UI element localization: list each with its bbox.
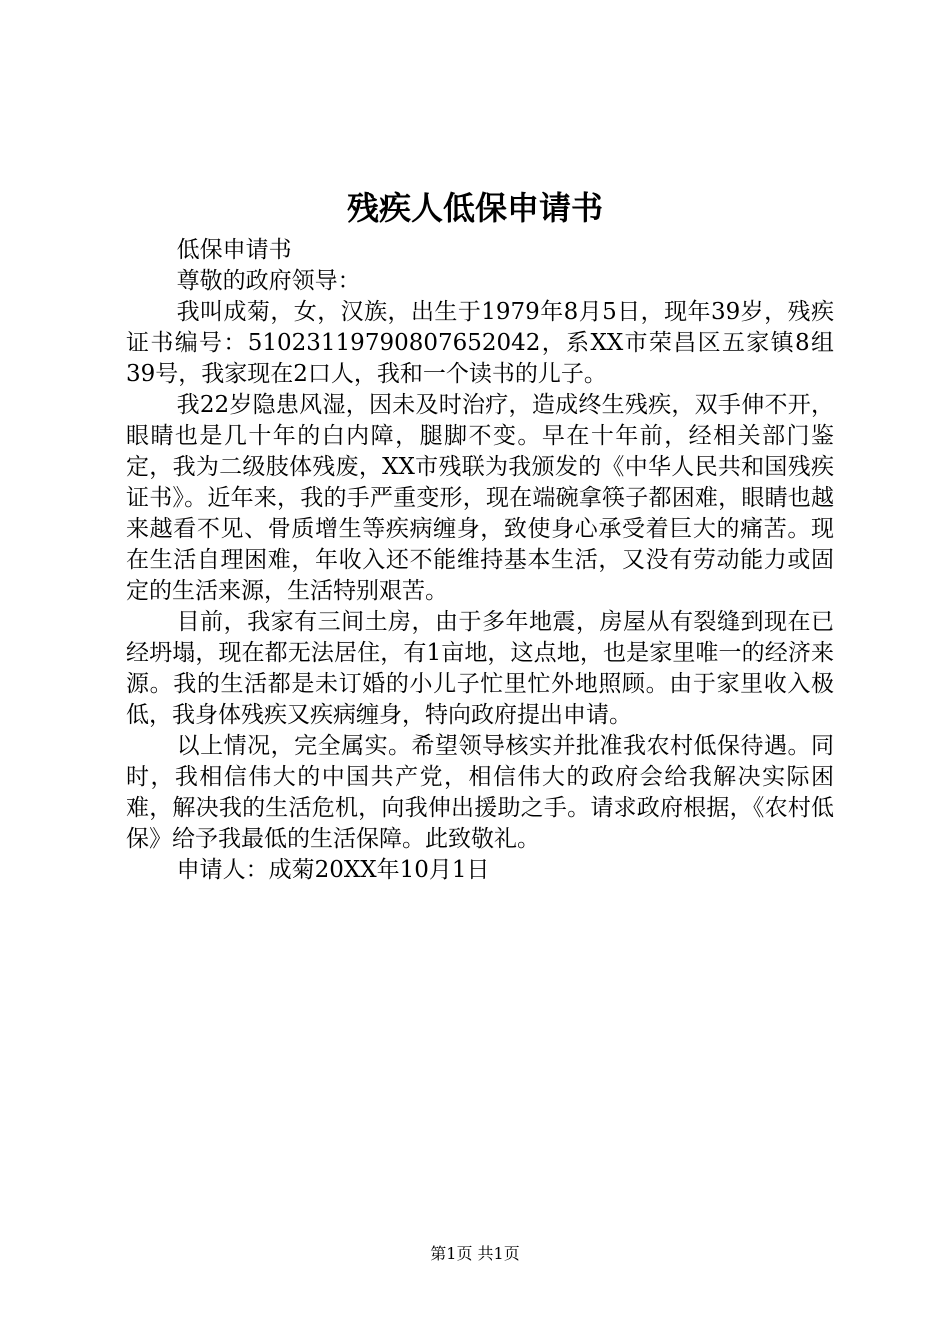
document-body xyxy=(126,235,834,886)
document-title: 残疾人低保申请书 xyxy=(346,189,603,227)
paragraph-signature: 申请人：成菊20XX年10月1日 xyxy=(176,857,490,883)
paragraph-housing: 目前，我家有三间土房，由于多年地震，房屋从有裂缝到现在已经坍塌，现在都无法居住，有1亩地，这点地，也是家里唯一的经济来源。我的生活都是未订婚的小儿子忙里忙外地照顾。由于家里收入极低，我身体残疾又疾病缠身，特向政府提出申请。 xyxy=(126,609,834,728)
paragraph-request: 以上情况，完全属实。希望领导核实并批准我农村低保待遇。同时，我相信伟大的中国共产党，相信伟大的政府会给我解决实际困难，解决我的生活危机，向我伸出援助之手。请求政府根据，《农村低保》给予我最低的生活保障。此致敬礼。 xyxy=(126,733,834,852)
paragraph-heading: 低保申请书 xyxy=(176,237,292,263)
paragraph-disability: 我22岁隐患风湿，因未及时治疗，造成终生残疾，双手伸不开，眼睛也是几十年的白内障，腿脚不变。早在十年前，经相关部门鉴定，我为二级肢体残废，XX市残联为我颁发的《中华人民共和国残疾证书》。近年来，我的手严重变形，现在端碗拿筷子都困难，眼睛也越来越看不见、骨质增生等疾病缠身，致使身心承受着巨大的痛苦。现在生活自理困难，年收入还不能维持基本生活，又没有劳动能力或固定的生活来源，生活特别艰苦。 xyxy=(126,392,834,604)
paragraph-salutation: 尊敬的政府领导： xyxy=(176,268,361,294)
page-footer: 第1页 共1页 xyxy=(430,1244,520,1263)
paragraph-introduction: 我叫成菊，女，汉族，出生于1979年8月5日，现年39岁，残疾证书编号：51023119790807652042，系XX市荣昌区五家镇8组39号，我家现在2口人，我和一个读书的儿子。 xyxy=(126,299,834,387)
